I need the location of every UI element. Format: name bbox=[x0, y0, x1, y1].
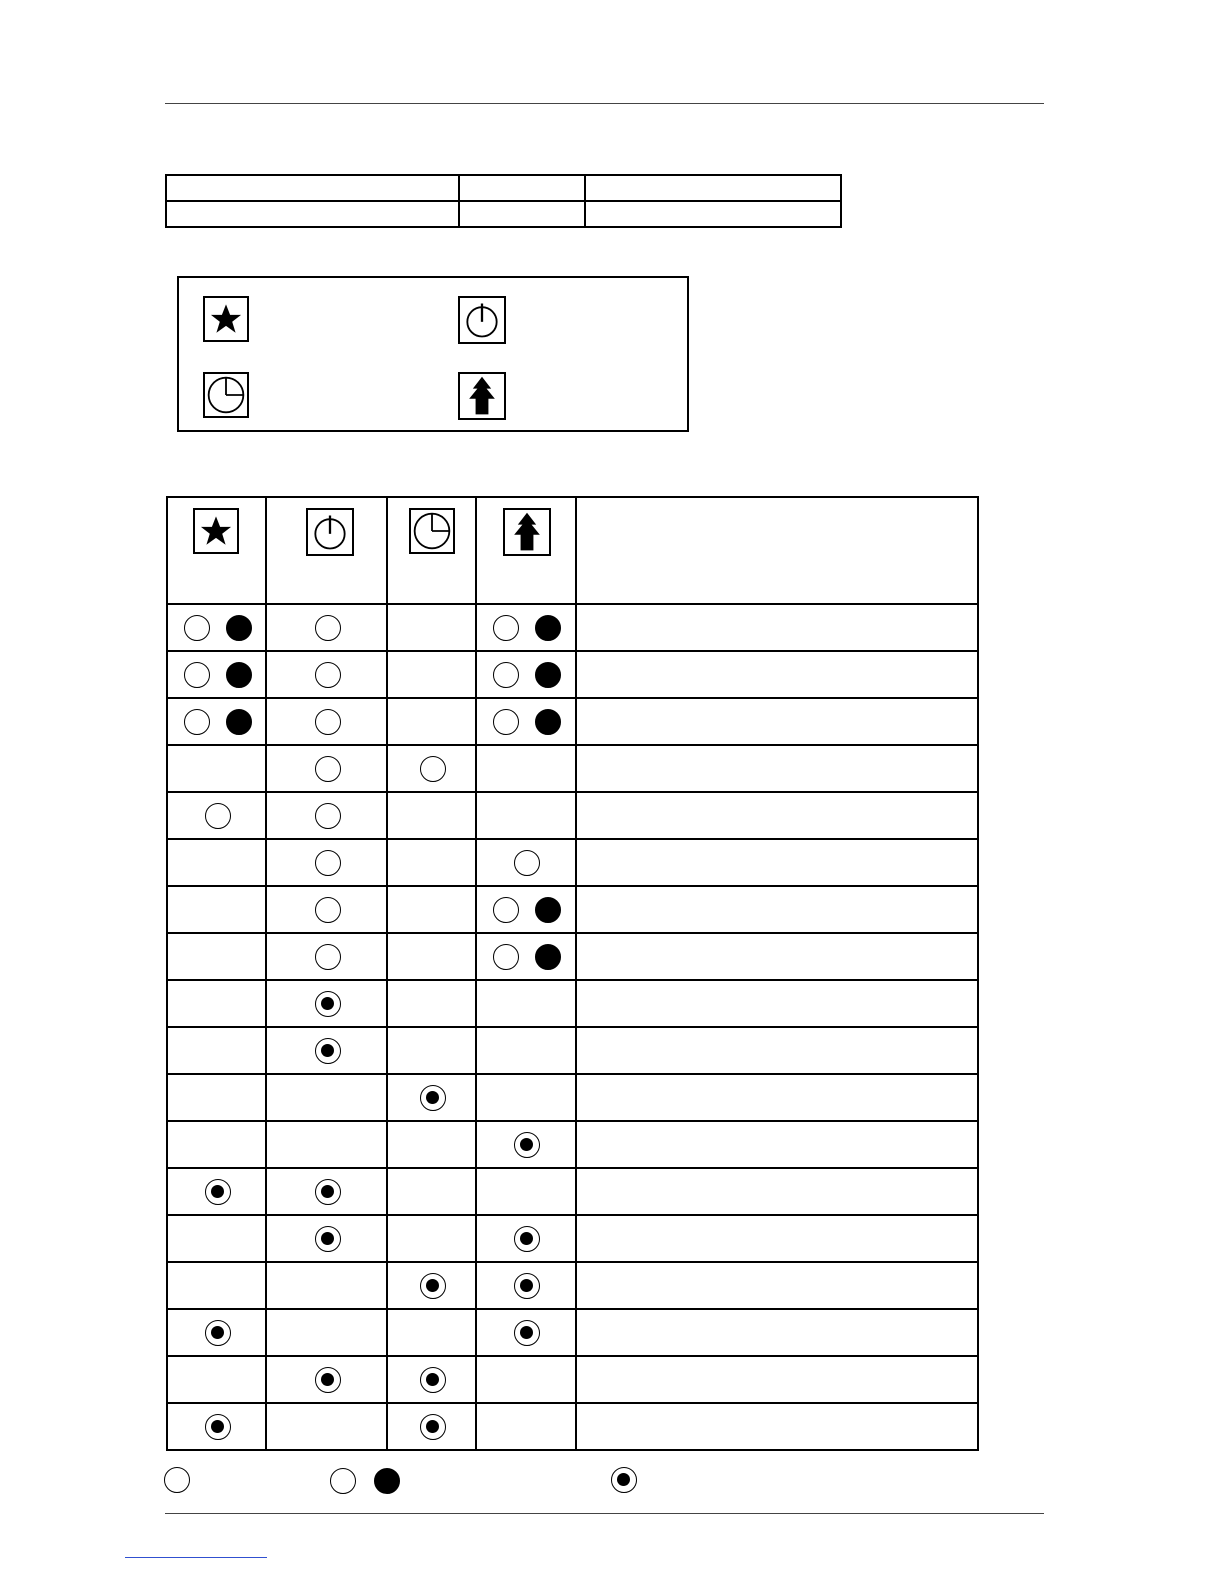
table-row bbox=[167, 698, 978, 745]
table-row bbox=[167, 933, 978, 980]
table-cell bbox=[459, 175, 585, 201]
key-led-blink bbox=[611, 1467, 637, 1493]
cell-description bbox=[576, 839, 978, 886]
cell-timer bbox=[387, 1121, 476, 1168]
cell-arrow bbox=[476, 604, 576, 651]
arrow-up-icon bbox=[458, 372, 506, 420]
table-row bbox=[166, 201, 841, 227]
led-blink-indicator bbox=[420, 1367, 446, 1393]
cell-star bbox=[167, 651, 266, 698]
header-arrow bbox=[476, 497, 576, 604]
led-off-indicator bbox=[184, 662, 210, 688]
table-row bbox=[167, 792, 978, 839]
led-on-indicator bbox=[226, 709, 252, 735]
cell-timer bbox=[387, 745, 476, 792]
cell-arrow bbox=[476, 698, 576, 745]
star-icon bbox=[203, 296, 249, 342]
led-off-indicator bbox=[493, 662, 519, 688]
table-row bbox=[167, 1027, 978, 1074]
led-off-indicator bbox=[205, 803, 231, 829]
cell-timer bbox=[387, 1074, 476, 1121]
cell-arrow bbox=[476, 792, 576, 839]
led-blink-indicator bbox=[315, 1179, 341, 1205]
led-off-indicator bbox=[315, 897, 341, 923]
cell-power bbox=[266, 1403, 387, 1450]
cell-description bbox=[576, 1215, 978, 1262]
cell-description bbox=[576, 792, 978, 839]
cell-power bbox=[266, 1074, 387, 1121]
arrow-up-icon bbox=[503, 508, 551, 556]
table-row bbox=[167, 651, 978, 698]
table-row bbox=[167, 745, 978, 792]
table-row bbox=[166, 175, 841, 201]
led-off-indicator bbox=[315, 615, 341, 641]
cell-star bbox=[167, 1262, 266, 1309]
table-row bbox=[167, 1074, 978, 1121]
key-led-off bbox=[164, 1467, 190, 1493]
cell-timer bbox=[387, 698, 476, 745]
cell-power bbox=[266, 1309, 387, 1356]
table-row bbox=[167, 1356, 978, 1403]
cell-timer bbox=[387, 886, 476, 933]
footer-rule bbox=[165, 1513, 1044, 1514]
cell-power bbox=[266, 1121, 387, 1168]
cell-arrow bbox=[476, 1309, 576, 1356]
led-off-indicator bbox=[315, 662, 341, 688]
cell-power bbox=[266, 980, 387, 1027]
led-off-indicator bbox=[315, 709, 341, 735]
power-icon bbox=[306, 508, 354, 556]
table-row bbox=[167, 1403, 978, 1450]
cell-arrow bbox=[476, 933, 576, 980]
led-blink-indicator bbox=[315, 991, 341, 1017]
cell-description bbox=[576, 698, 978, 745]
table-row bbox=[167, 980, 978, 1027]
led-blink-indicator bbox=[315, 1367, 341, 1393]
cell-arrow bbox=[476, 980, 576, 1027]
table-header-row bbox=[167, 497, 978, 604]
cell-star bbox=[167, 1027, 266, 1074]
cell-star bbox=[167, 1309, 266, 1356]
led-off-indicator bbox=[493, 897, 519, 923]
led-off-indicator bbox=[514, 850, 540, 876]
cell-power bbox=[266, 886, 387, 933]
led-off-indicator bbox=[315, 756, 341, 782]
cell-power bbox=[266, 698, 387, 745]
led-blink-indicator bbox=[205, 1414, 231, 1440]
cell-timer bbox=[387, 604, 476, 651]
led-blink-indicator bbox=[205, 1320, 231, 1346]
cell-star bbox=[167, 1356, 266, 1403]
cell-power bbox=[266, 1215, 387, 1262]
cell-description bbox=[576, 651, 978, 698]
header-rule bbox=[165, 103, 1044, 104]
cell-description bbox=[576, 1403, 978, 1450]
led-blink-indicator bbox=[205, 1179, 231, 1205]
led-off-indicator bbox=[493, 615, 519, 641]
cell-star bbox=[167, 698, 266, 745]
cell-arrow bbox=[476, 1168, 576, 1215]
cell-star bbox=[167, 1403, 266, 1450]
cell-timer bbox=[387, 1168, 476, 1215]
led-off-indicator bbox=[493, 944, 519, 970]
led-status-table bbox=[166, 496, 979, 1451]
led-off-indicator bbox=[420, 756, 446, 782]
cell-arrow bbox=[476, 1403, 576, 1450]
cell-power bbox=[266, 839, 387, 886]
star-icon bbox=[193, 508, 239, 554]
cell-power bbox=[266, 604, 387, 651]
cell-arrow bbox=[476, 1027, 576, 1074]
led-blink-indicator bbox=[315, 1038, 341, 1064]
cell-arrow bbox=[476, 1074, 576, 1121]
header-power bbox=[266, 497, 387, 604]
cell-star bbox=[167, 933, 266, 980]
table-cell bbox=[459, 201, 585, 227]
led-on-indicator bbox=[535, 662, 561, 688]
cell-description bbox=[576, 980, 978, 1027]
cell-star bbox=[167, 1215, 266, 1262]
led-off-indicator bbox=[184, 615, 210, 641]
table-cell bbox=[166, 201, 459, 227]
cell-star bbox=[167, 1074, 266, 1121]
cell-arrow bbox=[476, 745, 576, 792]
cell-description bbox=[576, 886, 978, 933]
led-blink-indicator bbox=[514, 1226, 540, 1252]
cell-description bbox=[576, 604, 978, 651]
cell-power bbox=[266, 1356, 387, 1403]
table-cell bbox=[166, 175, 459, 201]
cell-description bbox=[576, 933, 978, 980]
led-blink-indicator bbox=[420, 1085, 446, 1111]
led-on-indicator bbox=[535, 709, 561, 735]
reference-table bbox=[165, 174, 842, 228]
cell-timer bbox=[387, 1215, 476, 1262]
cell-power bbox=[266, 651, 387, 698]
cell-power bbox=[266, 1168, 387, 1215]
cell-timer bbox=[387, 1403, 476, 1450]
led-blink-indicator bbox=[420, 1273, 446, 1299]
cell-timer bbox=[387, 933, 476, 980]
cell-arrow bbox=[476, 1262, 576, 1309]
cell-description bbox=[576, 1262, 978, 1309]
table-row bbox=[167, 1309, 978, 1356]
cell-description bbox=[576, 1309, 978, 1356]
led-on-indicator bbox=[226, 662, 252, 688]
header-star bbox=[167, 497, 266, 604]
cell-description bbox=[576, 745, 978, 792]
cell-timer bbox=[387, 651, 476, 698]
table-row bbox=[167, 1168, 978, 1215]
led-on-indicator bbox=[535, 615, 561, 641]
table-row bbox=[167, 839, 978, 886]
table-cell bbox=[585, 201, 841, 227]
cell-power bbox=[266, 1262, 387, 1309]
cell-power bbox=[266, 1027, 387, 1074]
cell-star bbox=[167, 1168, 266, 1215]
cell-timer bbox=[387, 1027, 476, 1074]
led-off-indicator bbox=[315, 803, 341, 829]
cell-arrow bbox=[476, 1121, 576, 1168]
led-blink-indicator bbox=[420, 1414, 446, 1440]
led-off-indicator bbox=[315, 850, 341, 876]
hyperlink-underline[interactable] bbox=[125, 1557, 267, 1558]
led-off-indicator bbox=[184, 709, 210, 735]
key-led-off bbox=[330, 1468, 356, 1494]
table-row bbox=[167, 1121, 978, 1168]
led-blink-indicator bbox=[514, 1273, 540, 1299]
cell-description bbox=[576, 1074, 978, 1121]
led-on-indicator bbox=[226, 615, 252, 641]
key-led-on bbox=[374, 1468, 400, 1494]
led-blink-indicator bbox=[315, 1226, 341, 1252]
led-blink-indicator bbox=[514, 1132, 540, 1158]
icon-legend bbox=[177, 276, 689, 432]
table-row bbox=[167, 1215, 978, 1262]
cell-timer bbox=[387, 839, 476, 886]
table-cell bbox=[585, 175, 841, 201]
cell-star bbox=[167, 980, 266, 1027]
cell-arrow bbox=[476, 1215, 576, 1262]
led-off-indicator bbox=[493, 709, 519, 735]
cell-arrow bbox=[476, 651, 576, 698]
table-row bbox=[167, 1262, 978, 1309]
cell-power bbox=[266, 792, 387, 839]
cell-timer bbox=[387, 980, 476, 1027]
timer-icon bbox=[409, 508, 455, 554]
cell-arrow bbox=[476, 886, 576, 933]
header-timer bbox=[387, 497, 476, 604]
led-blink-indicator bbox=[514, 1320, 540, 1346]
cell-timer bbox=[387, 1356, 476, 1403]
power-icon bbox=[458, 296, 506, 344]
cell-description bbox=[576, 1356, 978, 1403]
cell-power bbox=[266, 933, 387, 980]
cell-star bbox=[167, 839, 266, 886]
cell-star bbox=[167, 745, 266, 792]
table-row bbox=[167, 604, 978, 651]
cell-arrow bbox=[476, 1356, 576, 1403]
led-off-indicator bbox=[315, 944, 341, 970]
table-row bbox=[167, 886, 978, 933]
cell-star bbox=[167, 1121, 266, 1168]
timer-icon bbox=[203, 372, 249, 418]
cell-timer bbox=[387, 792, 476, 839]
cell-timer bbox=[387, 1309, 476, 1356]
led-on-indicator bbox=[535, 897, 561, 923]
cell-timer bbox=[387, 1262, 476, 1309]
cell-power bbox=[266, 745, 387, 792]
cell-description bbox=[576, 1121, 978, 1168]
cell-star bbox=[167, 792, 266, 839]
led-on-indicator bbox=[535, 944, 561, 970]
cell-description bbox=[576, 1027, 978, 1074]
cell-star bbox=[167, 604, 266, 651]
cell-arrow bbox=[476, 839, 576, 886]
header-description bbox=[576, 497, 978, 604]
cell-star bbox=[167, 886, 266, 933]
cell-description bbox=[576, 1168, 978, 1215]
